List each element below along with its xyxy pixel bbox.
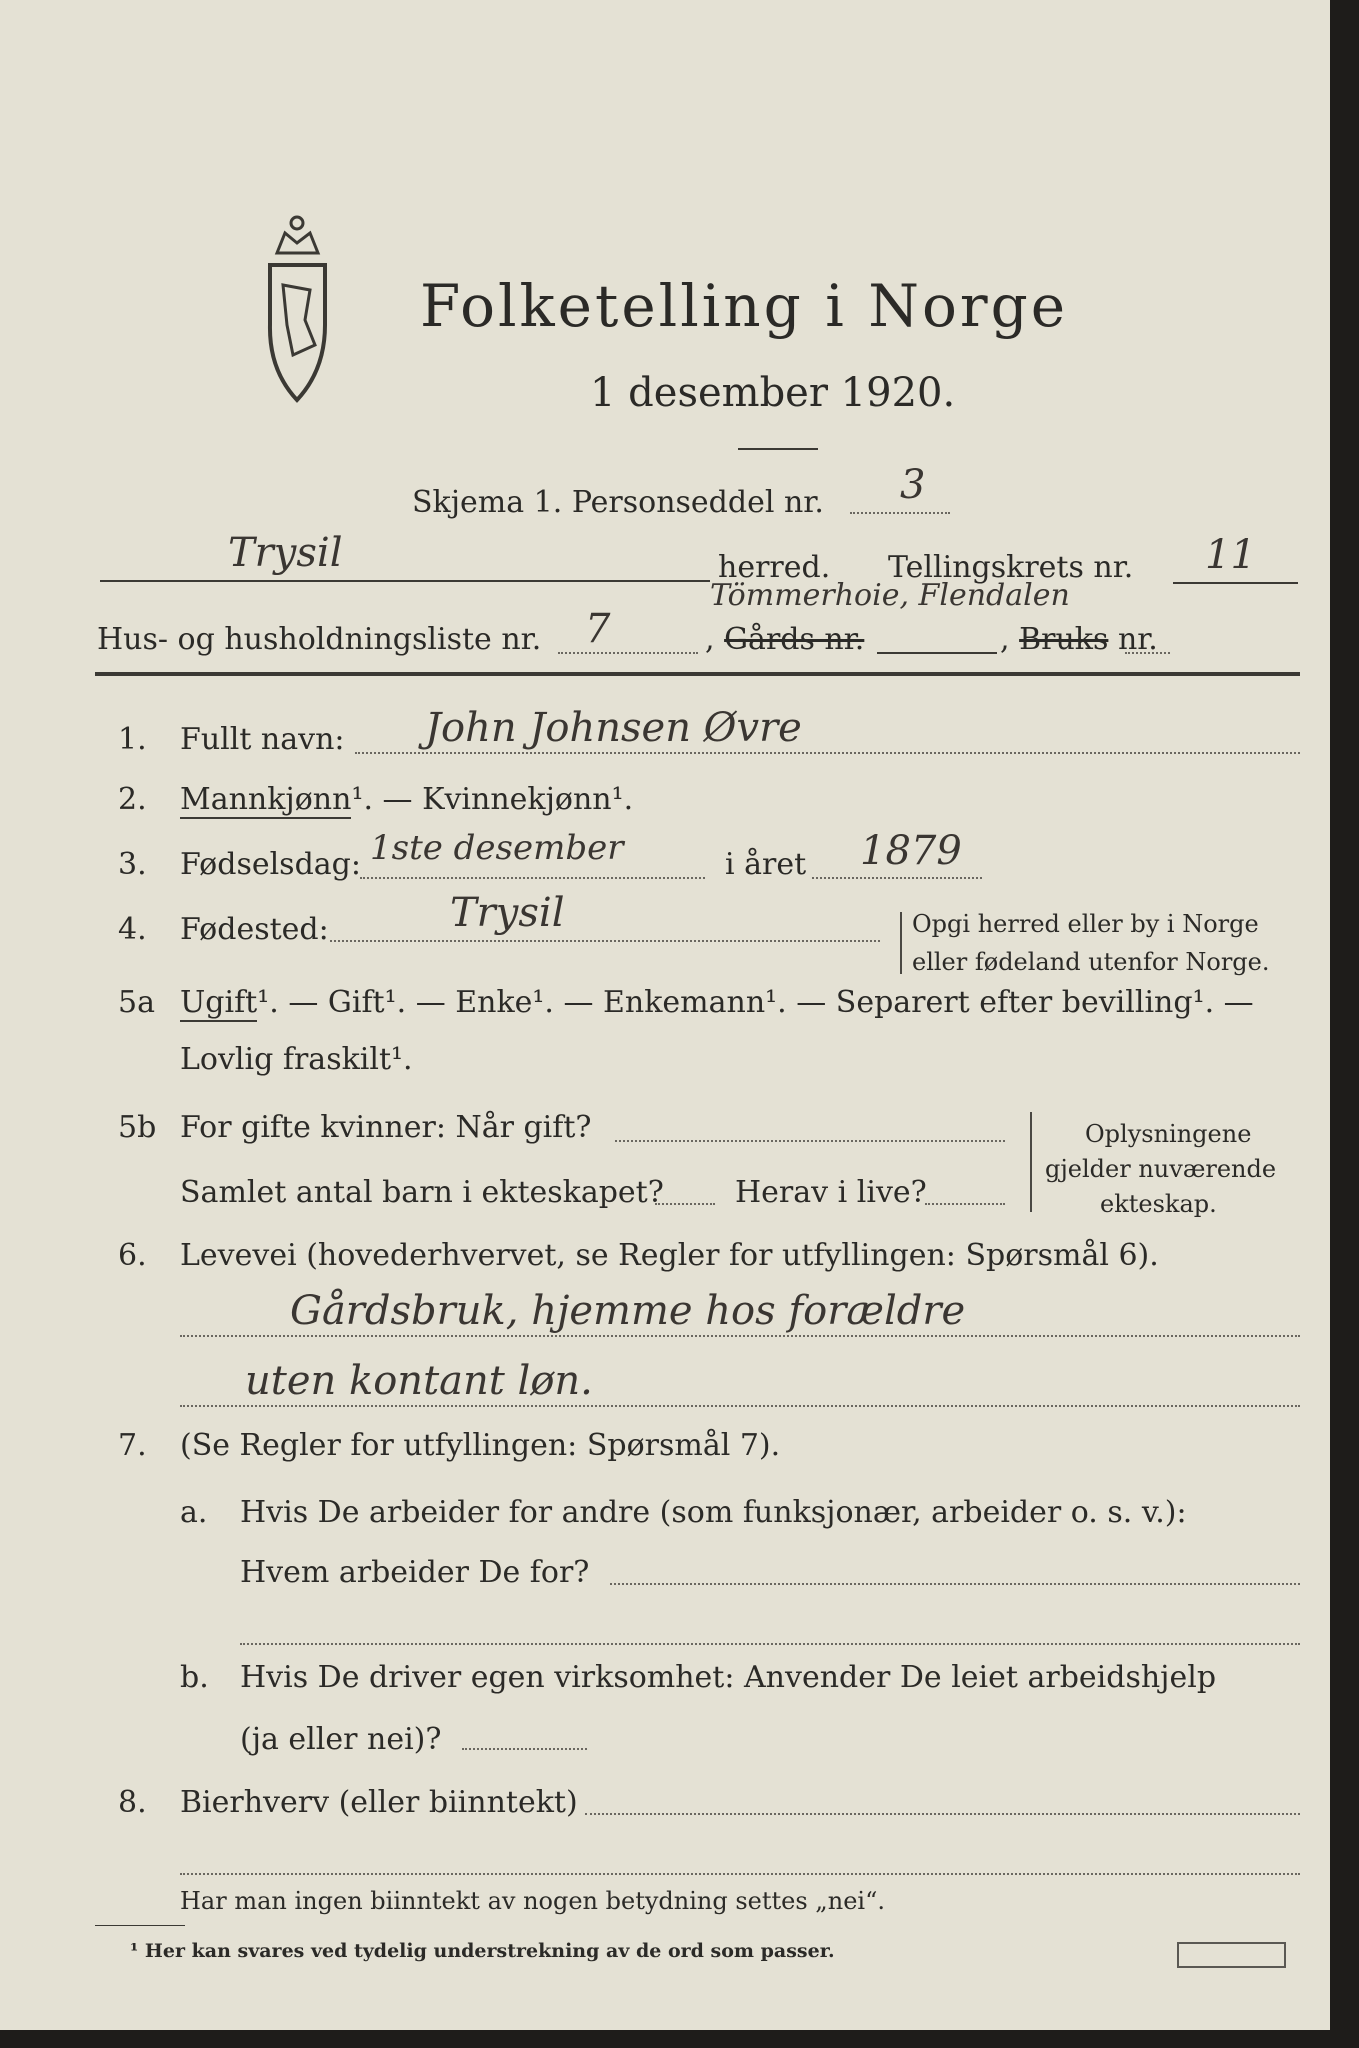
q5a-number: 5a bbox=[118, 985, 155, 1020]
form-date: 1 desember 1920. bbox=[590, 370, 956, 416]
q4-note-2: eller fødeland utenfor Norge. bbox=[912, 948, 1270, 976]
unmarried-option: Ugift bbox=[180, 985, 258, 1020]
q4-note-1: Opgi herred eller by i Norge bbox=[912, 910, 1259, 938]
q7b-line-1: Hvis De driver egen virksomhet: Anvender De leiet arbeidshjelp bbox=[240, 1660, 1217, 1695]
full-name-value: John Johnsen Øvre bbox=[425, 705, 802, 751]
birthday-value: 1ste desember bbox=[370, 828, 624, 868]
q7-label: (Se Regler for utfyllingen: Spørsmål 7). bbox=[180, 1428, 781, 1463]
form-title: Folketelling i Norge bbox=[420, 272, 1069, 340]
gards-label bbox=[705, 622, 864, 657]
q2-label bbox=[180, 782, 633, 817]
birth-year-value: 1879 bbox=[860, 828, 962, 874]
coat-of-arms-icon bbox=[255, 205, 340, 405]
personseddel-number: 3 bbox=[900, 462, 926, 508]
q5b-label-3: Herav i live? bbox=[735, 1175, 927, 1210]
place-name-value: Tömmerhoie, Flendalen bbox=[710, 578, 1070, 613]
q5b-number: 5b bbox=[118, 1110, 157, 1145]
tellingskrets-number: 11 bbox=[1205, 532, 1256, 578]
q1-label: Fullt navn: bbox=[180, 722, 345, 757]
q6-label: Levevei (hovederhvervet, se Regler for utfyllingen: Spørsmål 6). bbox=[180, 1238, 1159, 1273]
q8-number: 8. bbox=[118, 1785, 147, 1820]
herred-value: Trysil bbox=[228, 530, 343, 576]
q7b-letter: b. bbox=[180, 1660, 209, 1695]
bruks-label-struck: Bruks bbox=[1019, 622, 1109, 657]
q4-label: Fødested: bbox=[180, 912, 329, 947]
q6-number: 6. bbox=[118, 1238, 147, 1273]
q7a-line-2: Hvem arbeider De for? bbox=[240, 1555, 590, 1590]
male-option: Mannkjønn bbox=[180, 782, 352, 817]
husholdningsliste-number: 7 bbox=[585, 606, 611, 652]
q5a-line-2: Lovlig fraskilt¹. bbox=[180, 1042, 413, 1077]
q7a-line-1: Hvis De arbeider for andre (som funksjonær, arbeider o. s. v.): bbox=[240, 1495, 1187, 1530]
herred-label: herred. bbox=[718, 550, 831, 585]
q7-number: 7. bbox=[118, 1428, 147, 1463]
q5b-label-1: For gifte kvinner: Når gift? bbox=[180, 1110, 592, 1145]
q2-number: 2. bbox=[118, 782, 147, 817]
birthplace-value: Trysil bbox=[450, 890, 565, 936]
gards-label-struck: Gårds nr. bbox=[724, 622, 865, 657]
footnote: ¹ Her kan svares ved tydelig understrekning av de ord som passer. bbox=[130, 1940, 835, 1962]
q1-number: 1. bbox=[118, 722, 147, 757]
q8-label: Bierhverv (eller biinntekt) bbox=[180, 1785, 578, 1820]
husholdningsliste-label: Hus- og husholdningsliste nr. bbox=[97, 622, 542, 657]
q5b-note-1: Oplysningene bbox=[1085, 1120, 1252, 1148]
schema-label: Skjema 1. Personseddel nr. bbox=[412, 485, 824, 520]
printer-stamp bbox=[1177, 1942, 1286, 1968]
q5b-note-2: gjelder nuværende bbox=[1045, 1155, 1277, 1183]
q5a-label bbox=[180, 985, 1254, 1020]
q3-year-label: i året bbox=[725, 847, 807, 882]
occupation-line-2: uten kontant løn. bbox=[245, 1358, 593, 1404]
footer-note: Har man ingen biinntekt av nogen betydning settes „nei“. bbox=[180, 1887, 885, 1915]
q2-rest: ¹. — Kvinnekjønn¹. bbox=[351, 782, 634, 817]
gards-prefix: , bbox=[705, 622, 715, 657]
q4-number: 4. bbox=[118, 912, 147, 947]
bruks-suffix: nr. bbox=[1117, 622, 1158, 657]
q5a-rest: ¹. — Gift¹. — Enke¹. — Enkemann¹. — Separert efter bevilling¹. — bbox=[257, 985, 1254, 1020]
q7a-letter: a. bbox=[180, 1495, 208, 1530]
tellingskrets-label: Tellingskrets nr. bbox=[888, 550, 1134, 585]
q5b-label-2: Samlet antal barn i ekteskapet? bbox=[180, 1175, 664, 1210]
q7b-line-2: (ja eller nei)? bbox=[240, 1722, 442, 1757]
bruks-prefix: , bbox=[1000, 622, 1010, 657]
q3-label: Fødselsdag: bbox=[180, 847, 361, 882]
occupation-line-1: Gårdsbruk, hjemme hos forældre bbox=[290, 1288, 966, 1334]
q5b-note-3: ekteskap. bbox=[1100, 1190, 1217, 1218]
q3-number: 3. bbox=[118, 847, 147, 882]
